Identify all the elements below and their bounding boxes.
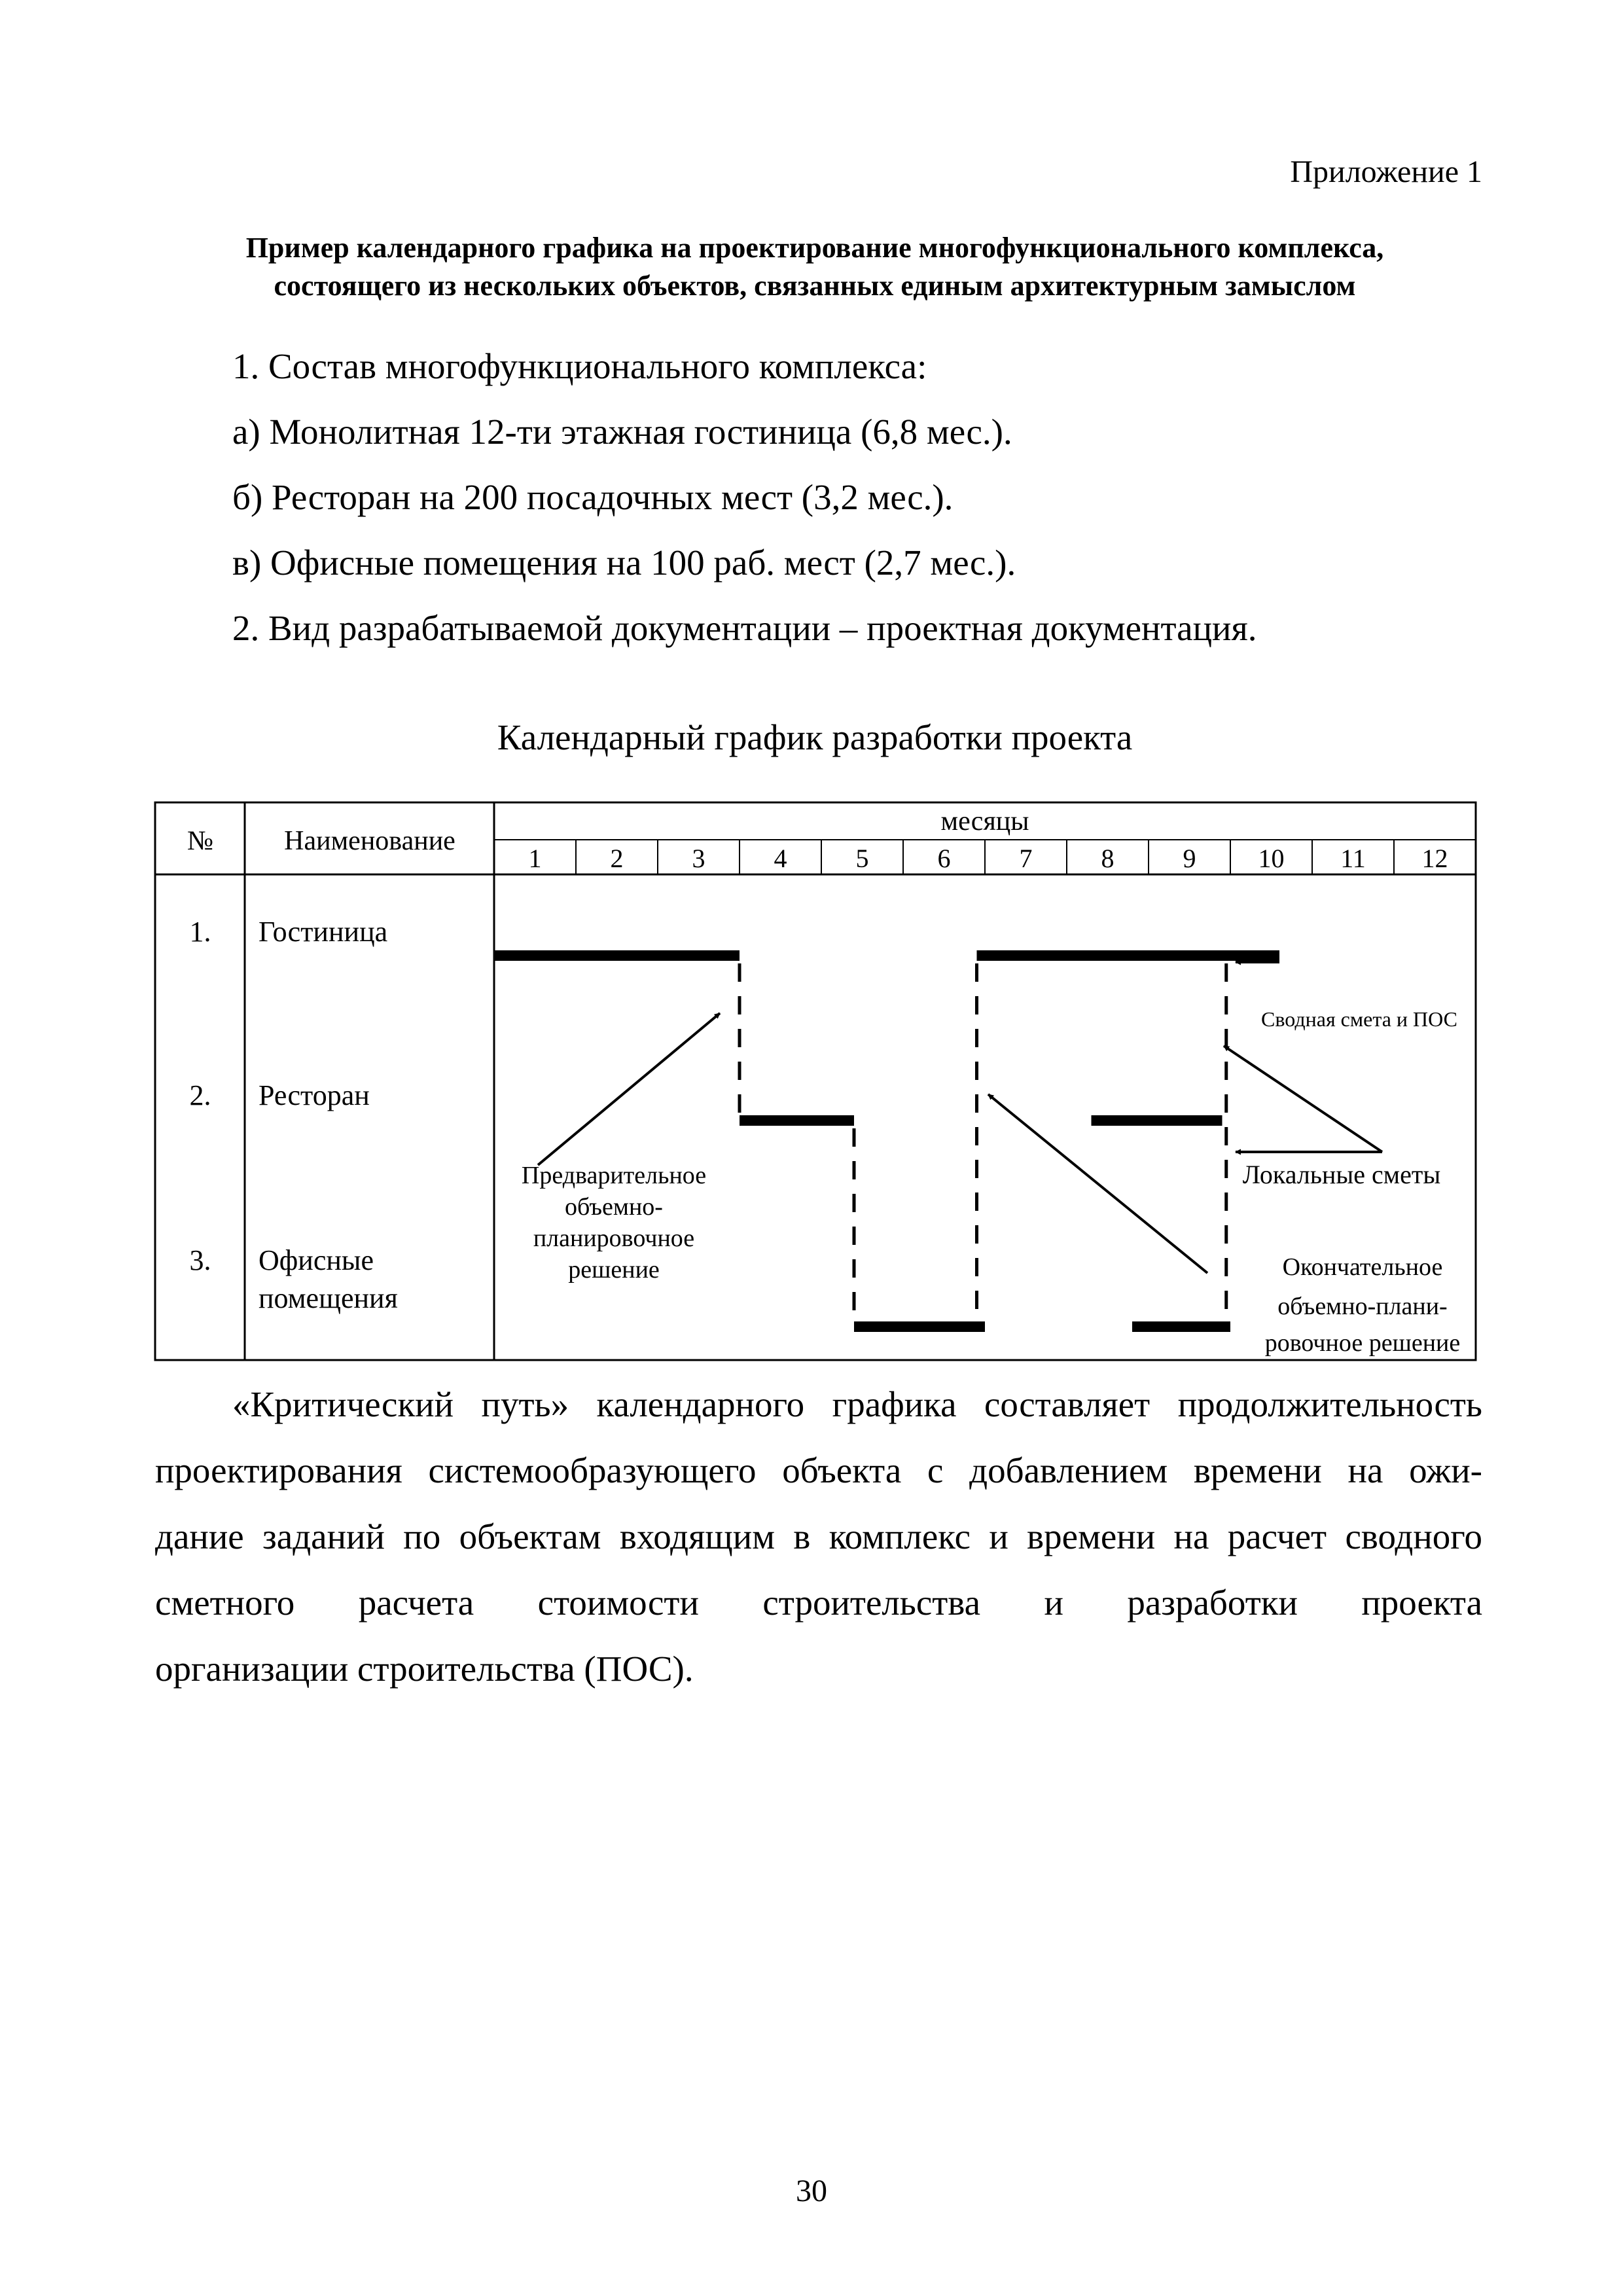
month-label: 4 [774,844,787,873]
note-final-1: Окончательное [1282,1253,1443,1281]
row-1-num: 1. [189,916,211,948]
month-label: 9 [1183,844,1196,873]
months-header: месяцы [940,806,1029,836]
month-label: 12 [1421,844,1448,873]
month-label: 3 [692,844,705,873]
row-3-num: 3. [189,1244,211,1276]
month-label: 5 [855,844,869,873]
row-2-num: 2. [189,1079,211,1111]
appendix-label: Приложение 1 [1290,154,1482,189]
composition-item-v: в) Офисные помещения на 100 раб. мест (2,7 мес.). [232,543,1016,583]
row-1-name: Гостиница [259,916,388,948]
arrow-local-estimate-1 [1224,1046,1382,1152]
month-label: 2 [610,844,624,873]
note-preliminary-2: объемно- [565,1193,663,1221]
row-2-name: Ресторан [259,1079,370,1111]
month-label: 7 [1019,844,1033,873]
body-line-5: организации строительства (ПОС). [155,1649,694,1689]
row-3-name-line-2: помещения [259,1282,398,1314]
page-number: 30 [796,2174,827,2208]
body-line-4: сметного расчета стоимости строительства и разработки проекта [155,1583,1482,1623]
note-preliminary-1: Предварительное [521,1162,707,1189]
month-label: 1 [528,844,542,873]
composition-item-1: 1. Состав многофункционального комплекса: [232,346,927,386]
month-cells [529,840,1448,874]
heading-line-2: состоящего из нескольких объектов, связанных единым архитектурным замыслом [274,270,1356,302]
note-local-estimates: Локальные сметы [1242,1160,1441,1189]
note-final-2: объемно-плани- [1277,1293,1448,1320]
note-summary-estimate: Сводная смета и ПОС [1261,1007,1457,1031]
composition-item-a: а) Монолитная 12-ти этажная гостиница (6,8 мес.). [232,412,1012,452]
note-preliminary-4: решение [568,1256,660,1283]
body-line-2: проектирования системообразующего объекта с добавлением времени на ожи- [155,1450,1482,1490]
col-num-header: № [187,826,214,856]
arrow-preliminary [538,1013,720,1165]
composition-item-b: б) Ресторан на 200 посадочных мест (3,2 мес.). [232,477,954,517]
month-label: 11 [1340,844,1366,873]
note-final-3: ровочное решение [1264,1329,1461,1357]
composition-item-2: 2. Вид разрабатываемой документации – проектная документация. [232,608,1257,648]
critical-path-paragraph [155,1371,1482,1702]
body-line-3: дание заданий по объектам входящим в комплекс и времени на расчет сводного [155,1516,1482,1556]
month-label: 10 [1258,844,1285,873]
row-3-name-line-1: Офисные [259,1244,374,1276]
heading-line-1: Пример календарного графика на проектирование многофункционального комплекса, [245,232,1384,264]
note-preliminary-3: планировочное [533,1225,695,1252]
body-line-1: «Критический путь» календарного графика составляет продолжительность [232,1384,1482,1424]
month-label: 8 [1101,844,1115,873]
chart-title: Календарный график разработки проекта [497,717,1133,757]
col-name-header: Наименование [284,826,455,856]
month-label: 6 [937,844,951,873]
